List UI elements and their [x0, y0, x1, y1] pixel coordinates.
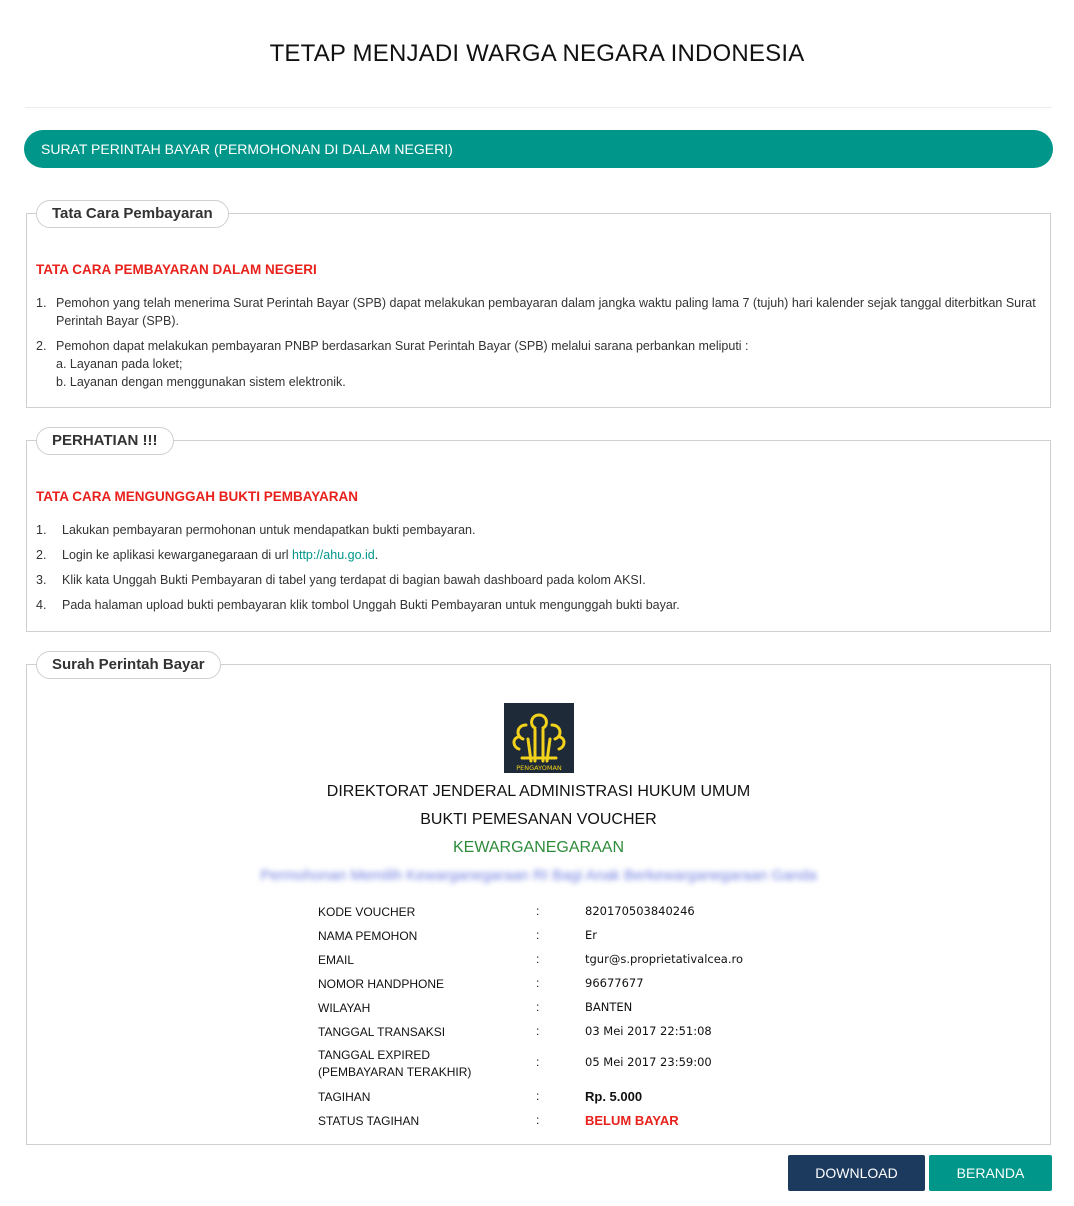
- detail-label: STATUS TAGIHAN: [318, 1114, 420, 1128]
- detail-separator: :: [536, 928, 540, 942]
- pengayoman-logo-icon: [504, 703, 574, 773]
- directorate-title: DIREKTORAT JENDERAL ADMINISTRASI HUKUM UMUM: [326, 783, 751, 800]
- detail-label-line2: (PEMBAYARAN TERAKHIR): [318, 1065, 472, 1079]
- detail-label: KODE VOUCHER: [318, 905, 416, 919]
- detail-label: WILAYAH: [318, 1001, 371, 1015]
- detail-separator: :: [536, 904, 540, 918]
- list-text: Klik kata Unggah Bukti Pembayaran di tabel yang terdapat di bagian bawah dashboard pada kolom AKSI.: [62, 573, 646, 587]
- tata-cara-list: [36, 294, 1042, 391]
- list-text-end: .: [374, 548, 379, 562]
- tata-cara-legend: Tata Cara Pembayaran: [36, 200, 229, 228]
- beranda-button[interactable]: BERANDA: [929, 1155, 1052, 1191]
- list-subitem-b: b. Layanan dengan menggunakan sistem elektronik.: [56, 375, 346, 389]
- perhatian-panel: [26, 432, 1051, 632]
- list-number: 2.: [36, 339, 47, 353]
- list-text: Pemohon dapat melakukan pembayaran PNBP berdasarkan Surat Perintah Bayar (SPB) melalui sarana perbankan meliputi :: [56, 339, 749, 353]
- list-item: [36, 294, 1042, 330]
- list-number: 1.: [36, 523, 47, 537]
- ahu-link[interactable]: http://ahu.go.id: [292, 548, 375, 562]
- detail-value: Rp. 5.000: [585, 1089, 643, 1104]
- detail-label-line1: TANGGAL EXPIRED: [318, 1048, 431, 1062]
- list-text: Lakukan pembayaran permohonan untuk mendapatkan bukti pembayaran.: [62, 523, 476, 537]
- detail-separator: :: [536, 1113, 540, 1127]
- list-subitem-a: a. Layanan pada loket;: [56, 357, 183, 371]
- list-text: Login ke aplikasi kewarganegaraan di url: [62, 548, 293, 562]
- list-number: 3.: [36, 573, 47, 587]
- detail-value: tgur@s.proprietativalcea.ro: [585, 952, 744, 966]
- list-item: [36, 521, 1042, 546]
- detail-value: 03 Mei 2017 22:51:08: [585, 1024, 712, 1038]
- perhatian-list: [36, 521, 1042, 621]
- voucher-title: BUKTI PEMESANAN VOUCHER: [420, 811, 657, 828]
- detail-label: TANGGAL TRANSAKSI: [318, 1025, 446, 1039]
- spb-banner: SURAT PERINTAH BAYAR (PERMOHONAN DI DALAM NEGERI): [24, 130, 1053, 168]
- tata-cara-heading: TATA CARA PEMBAYARAN DALAM NEGERI: [36, 262, 317, 277]
- title-divider: [25, 107, 1052, 108]
- logo-caption: PENGAYOMAN: [516, 764, 562, 772]
- detail-separator: :: [536, 1055, 540, 1069]
- detail-value: BANTEN: [585, 1000, 633, 1014]
- list-text: Pada halaman upload bukti pembayaran klik tombol Unggah Bukti Pembayaran untuk mengunggah bukti bayar.: [62, 598, 680, 612]
- list-number: 2.: [36, 548, 47, 562]
- page-title: TETAP MENJADI WARGA NEGARA INDONESIA: [269, 40, 805, 67]
- perhatian-legend: PERHATIAN !!!: [36, 427, 174, 455]
- download-button[interactable]: DOWNLOAD: [788, 1155, 925, 1191]
- detail-value: 96677677: [585, 976, 644, 990]
- list-item: [36, 596, 1042, 621]
- detail-label: TAGIHAN: [318, 1090, 371, 1104]
- category-title: KEWARGANEGARAAN: [453, 839, 624, 856]
- tata-cara-panel: [26, 205, 1051, 408]
- detail-label: NAMA PEMOHON: [318, 929, 418, 943]
- detail-value: 820170503840246: [585, 904, 695, 918]
- surat-panel: [26, 656, 1051, 1145]
- detail-label: [318, 1047, 518, 1081]
- detail-separator: :: [536, 1024, 540, 1038]
- surat-legend: Surah Perintah Bayar: [36, 651, 221, 679]
- detail-label: EMAIL: [318, 953, 355, 967]
- detail-separator: :: [536, 952, 540, 966]
- detail-value: Er: [585, 928, 597, 942]
- list-item: [36, 571, 1042, 596]
- perhatian-heading: TATA CARA MENGUNGGAH BUKTI PEMBAYARAN: [36, 489, 359, 504]
- detail-separator: :: [536, 1000, 540, 1014]
- service-title: Permohonan Memilih Kewarganegaraan RI Bagi Anak Berkewarganegaraan Ganda: [260, 867, 817, 884]
- detail-separator: :: [536, 1089, 540, 1103]
- detail-label: NOMOR HANDPHONE: [318, 977, 445, 991]
- list-item: [36, 337, 1042, 391]
- list-number: 4.: [36, 598, 47, 612]
- detail-value: 05 Mei 2017 23:59:00: [585, 1055, 712, 1069]
- status-badge: BELUM BAYAR: [585, 1113, 679, 1128]
- detail-separator: :: [536, 976, 540, 990]
- list-number: 1.: [36, 296, 47, 310]
- list-text: Pemohon yang telah menerima Surat Perintah Bayar (SPB) dapat melakukan pembayaran dalam jangka waktu paling lama 7 (tujuh) hari kalender sejak tanggal diterbitkan Surat Perintah Bayar (SPB).: [56, 296, 1036, 328]
- list-item: [36, 546, 1042, 571]
